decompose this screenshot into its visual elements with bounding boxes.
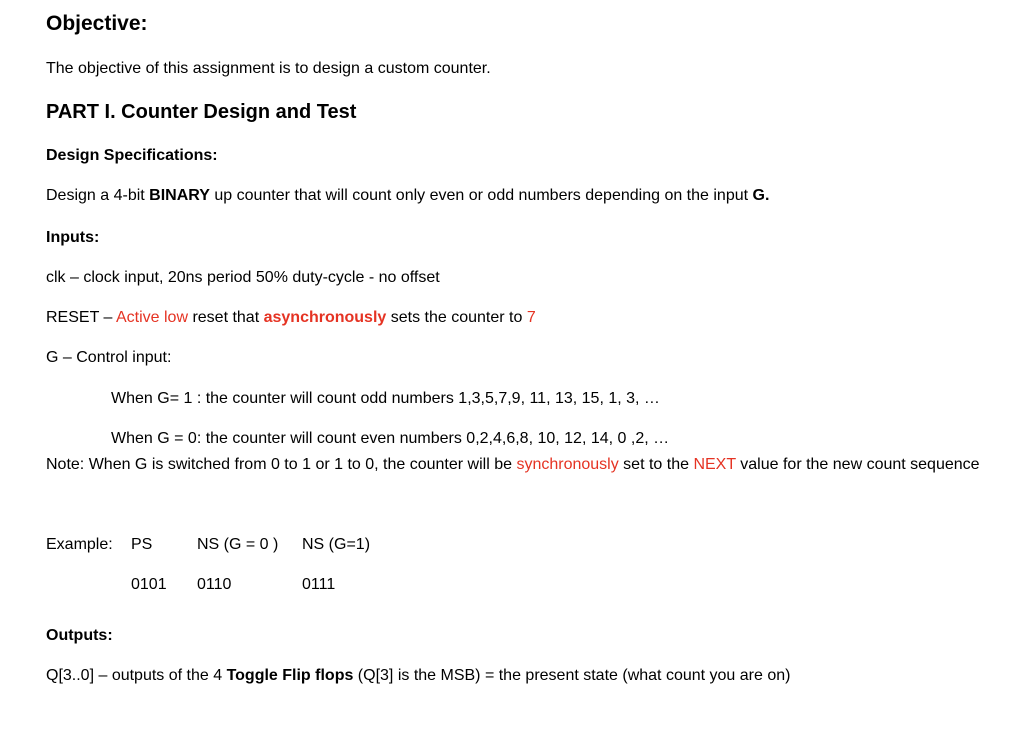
clk-description: clk – clock input, 20ns period 50% duty-cycle - no offset bbox=[46, 269, 440, 286]
example-ps-header: PS bbox=[131, 536, 153, 553]
note-mid: set to the bbox=[618, 456, 694, 473]
note-post: value for the new count sequence bbox=[735, 456, 980, 473]
note-next: NEXT bbox=[693, 456, 736, 473]
reset-post: sets the counter to bbox=[386, 309, 527, 326]
design-spec-pre: Design a 4-bit bbox=[46, 187, 150, 204]
reset-asynchronously: asynchronously bbox=[263, 309, 387, 326]
design-specs-heading: Design Specifications: bbox=[46, 147, 218, 164]
input-g-keyword: G. bbox=[752, 187, 770, 204]
example-ps-value: 0101 bbox=[131, 576, 167, 593]
note-pre: Note: When G is switched from 0 to 1 or 1 to 0, the counter will be bbox=[46, 456, 517, 473]
example-ns-g0-header: NS (G = 0 ) bbox=[197, 536, 279, 553]
example-ns-g1-header: NS (G=1) bbox=[302, 536, 371, 553]
outputs-post: (Q[3] is the MSB) = the present state (what count you are on) bbox=[353, 667, 791, 684]
inputs-heading: Inputs: bbox=[46, 229, 100, 246]
design-spec-mid: up counter that will count only even or odd numbers depending on the input bbox=[209, 187, 753, 204]
binary-keyword: BINARY bbox=[149, 187, 210, 204]
design-spec-text bbox=[46, 186, 769, 206]
outputs-description bbox=[46, 666, 790, 686]
part1-heading: PART I. Counter Design and Test bbox=[46, 101, 357, 123]
note-text bbox=[46, 452, 1006, 478]
reset-description bbox=[46, 308, 536, 328]
toggle-flip-flops: Toggle Flip flops bbox=[226, 667, 354, 684]
outputs-pre: Q[3..0] – outputs of the 4 bbox=[46, 667, 227, 684]
outputs-heading: Outputs: bbox=[46, 627, 113, 644]
example-ns-g0-value: 0110 bbox=[197, 576, 232, 593]
reset-mid: reset that bbox=[188, 309, 264, 326]
when-g1-text: When G= 1 : the counter will count odd numbers 1,3,5,7,9, 11, 13, 15, 1, 3, … bbox=[111, 390, 660, 407]
when-g0-text: When G = 0: the counter will count even numbers 0,2,4,6,8, 10, 12, 14, 0 ,2, … bbox=[111, 430, 670, 447]
reset-value: 7 bbox=[526, 309, 536, 326]
reset-active-low: Active low bbox=[115, 309, 188, 326]
example-ns-g1-value: 0111 bbox=[302, 576, 336, 593]
example-label: Example: bbox=[46, 536, 113, 553]
reset-pre: RESET – bbox=[46, 309, 116, 326]
objective-text: The objective of this assignment is to design a custom counter. bbox=[46, 60, 491, 77]
objective-heading: Objective: bbox=[46, 12, 148, 35]
g-control-label: G – Control input: bbox=[46, 349, 172, 366]
note-synchronously: synchronously bbox=[516, 456, 619, 473]
